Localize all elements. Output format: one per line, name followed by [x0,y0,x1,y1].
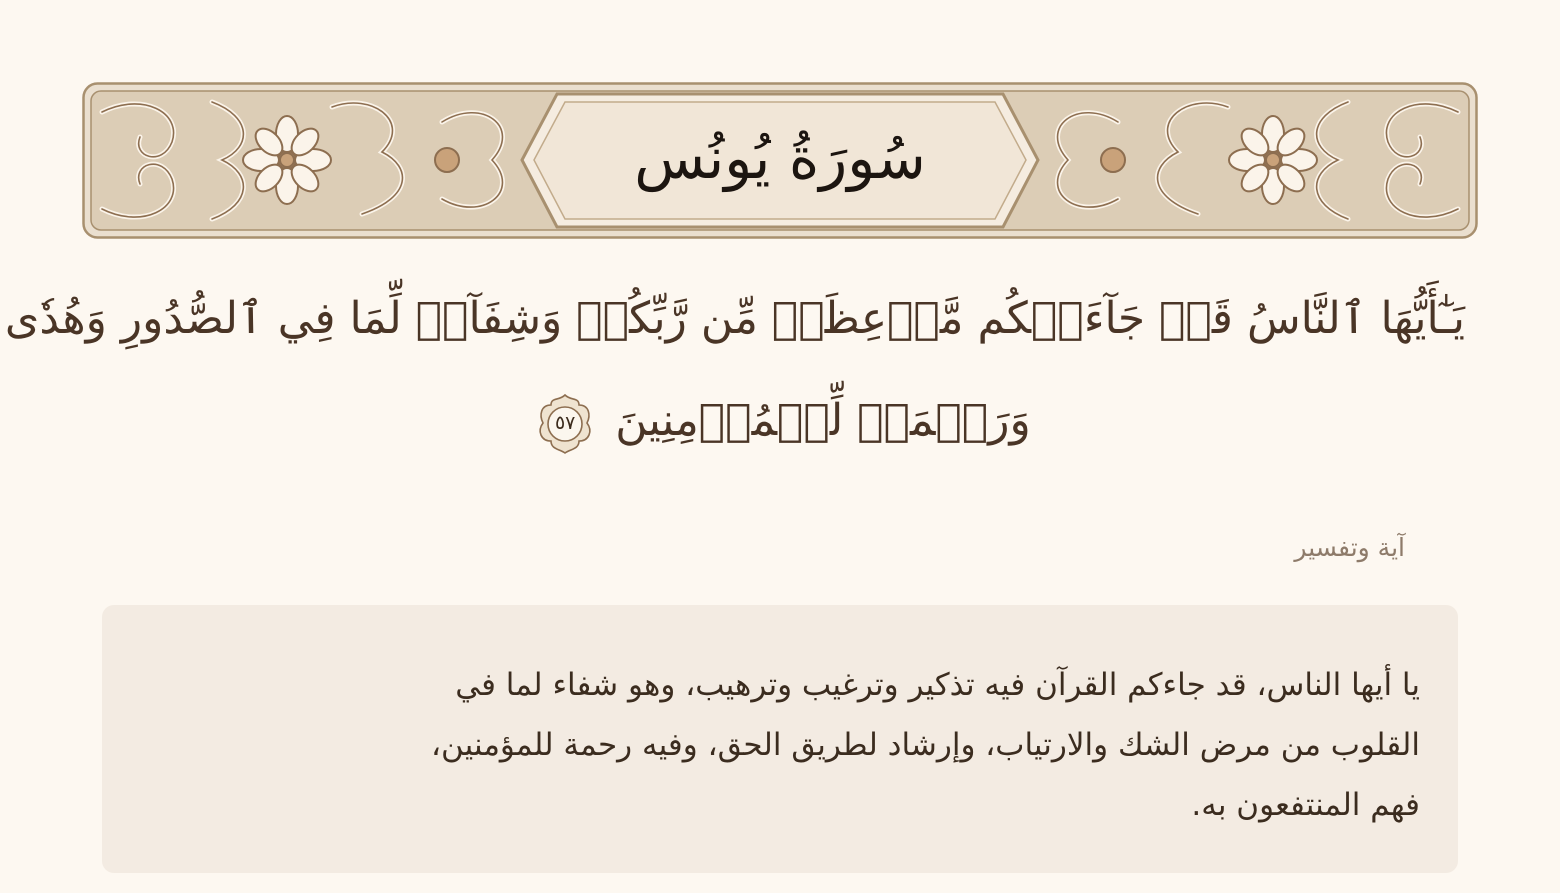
ayah-number: ٥٧ [554,411,576,434]
verse-line-1: يَـٰٓأَيُّهَا ٱلنَّاسُ قَدۡ جَآءَتۡكُم مَّوۡعِظَةٞ مِّن رَّبِّكُمۡ وَشِفَآءٞ لِّمَا فِي ٱلصُّدُورِ وَهُدٗى [4,293,1465,344]
ayah-number-marker [535,393,595,455]
surah-title: سُورَةُ يُونُس [634,124,926,192]
verse-line-2-text: وَرَحۡمَةٞ لِّلۡمُؤۡمِنِينَ [615,395,1031,446]
verse-line-2 [95,370,1465,472]
tafsir-text [180,655,1420,835]
tafsir-line-1: يا أيها الناس، قد جاءكم القرآن فيه تذكير وترغيب وترهيب، وهو شفاء لما في [455,667,1420,703]
tafsir-section-label: آية وتفسير [1294,533,1405,562]
tafsir-line-2: القلوب من مرض الشك والارتياب، وإرشاد لطريق الحق، وفيه رحمة للمؤمنين، [431,727,1420,763]
quran-verse [4,268,1465,472]
tafsir-line-3: فهم المنتفعون به. [1191,787,1420,823]
